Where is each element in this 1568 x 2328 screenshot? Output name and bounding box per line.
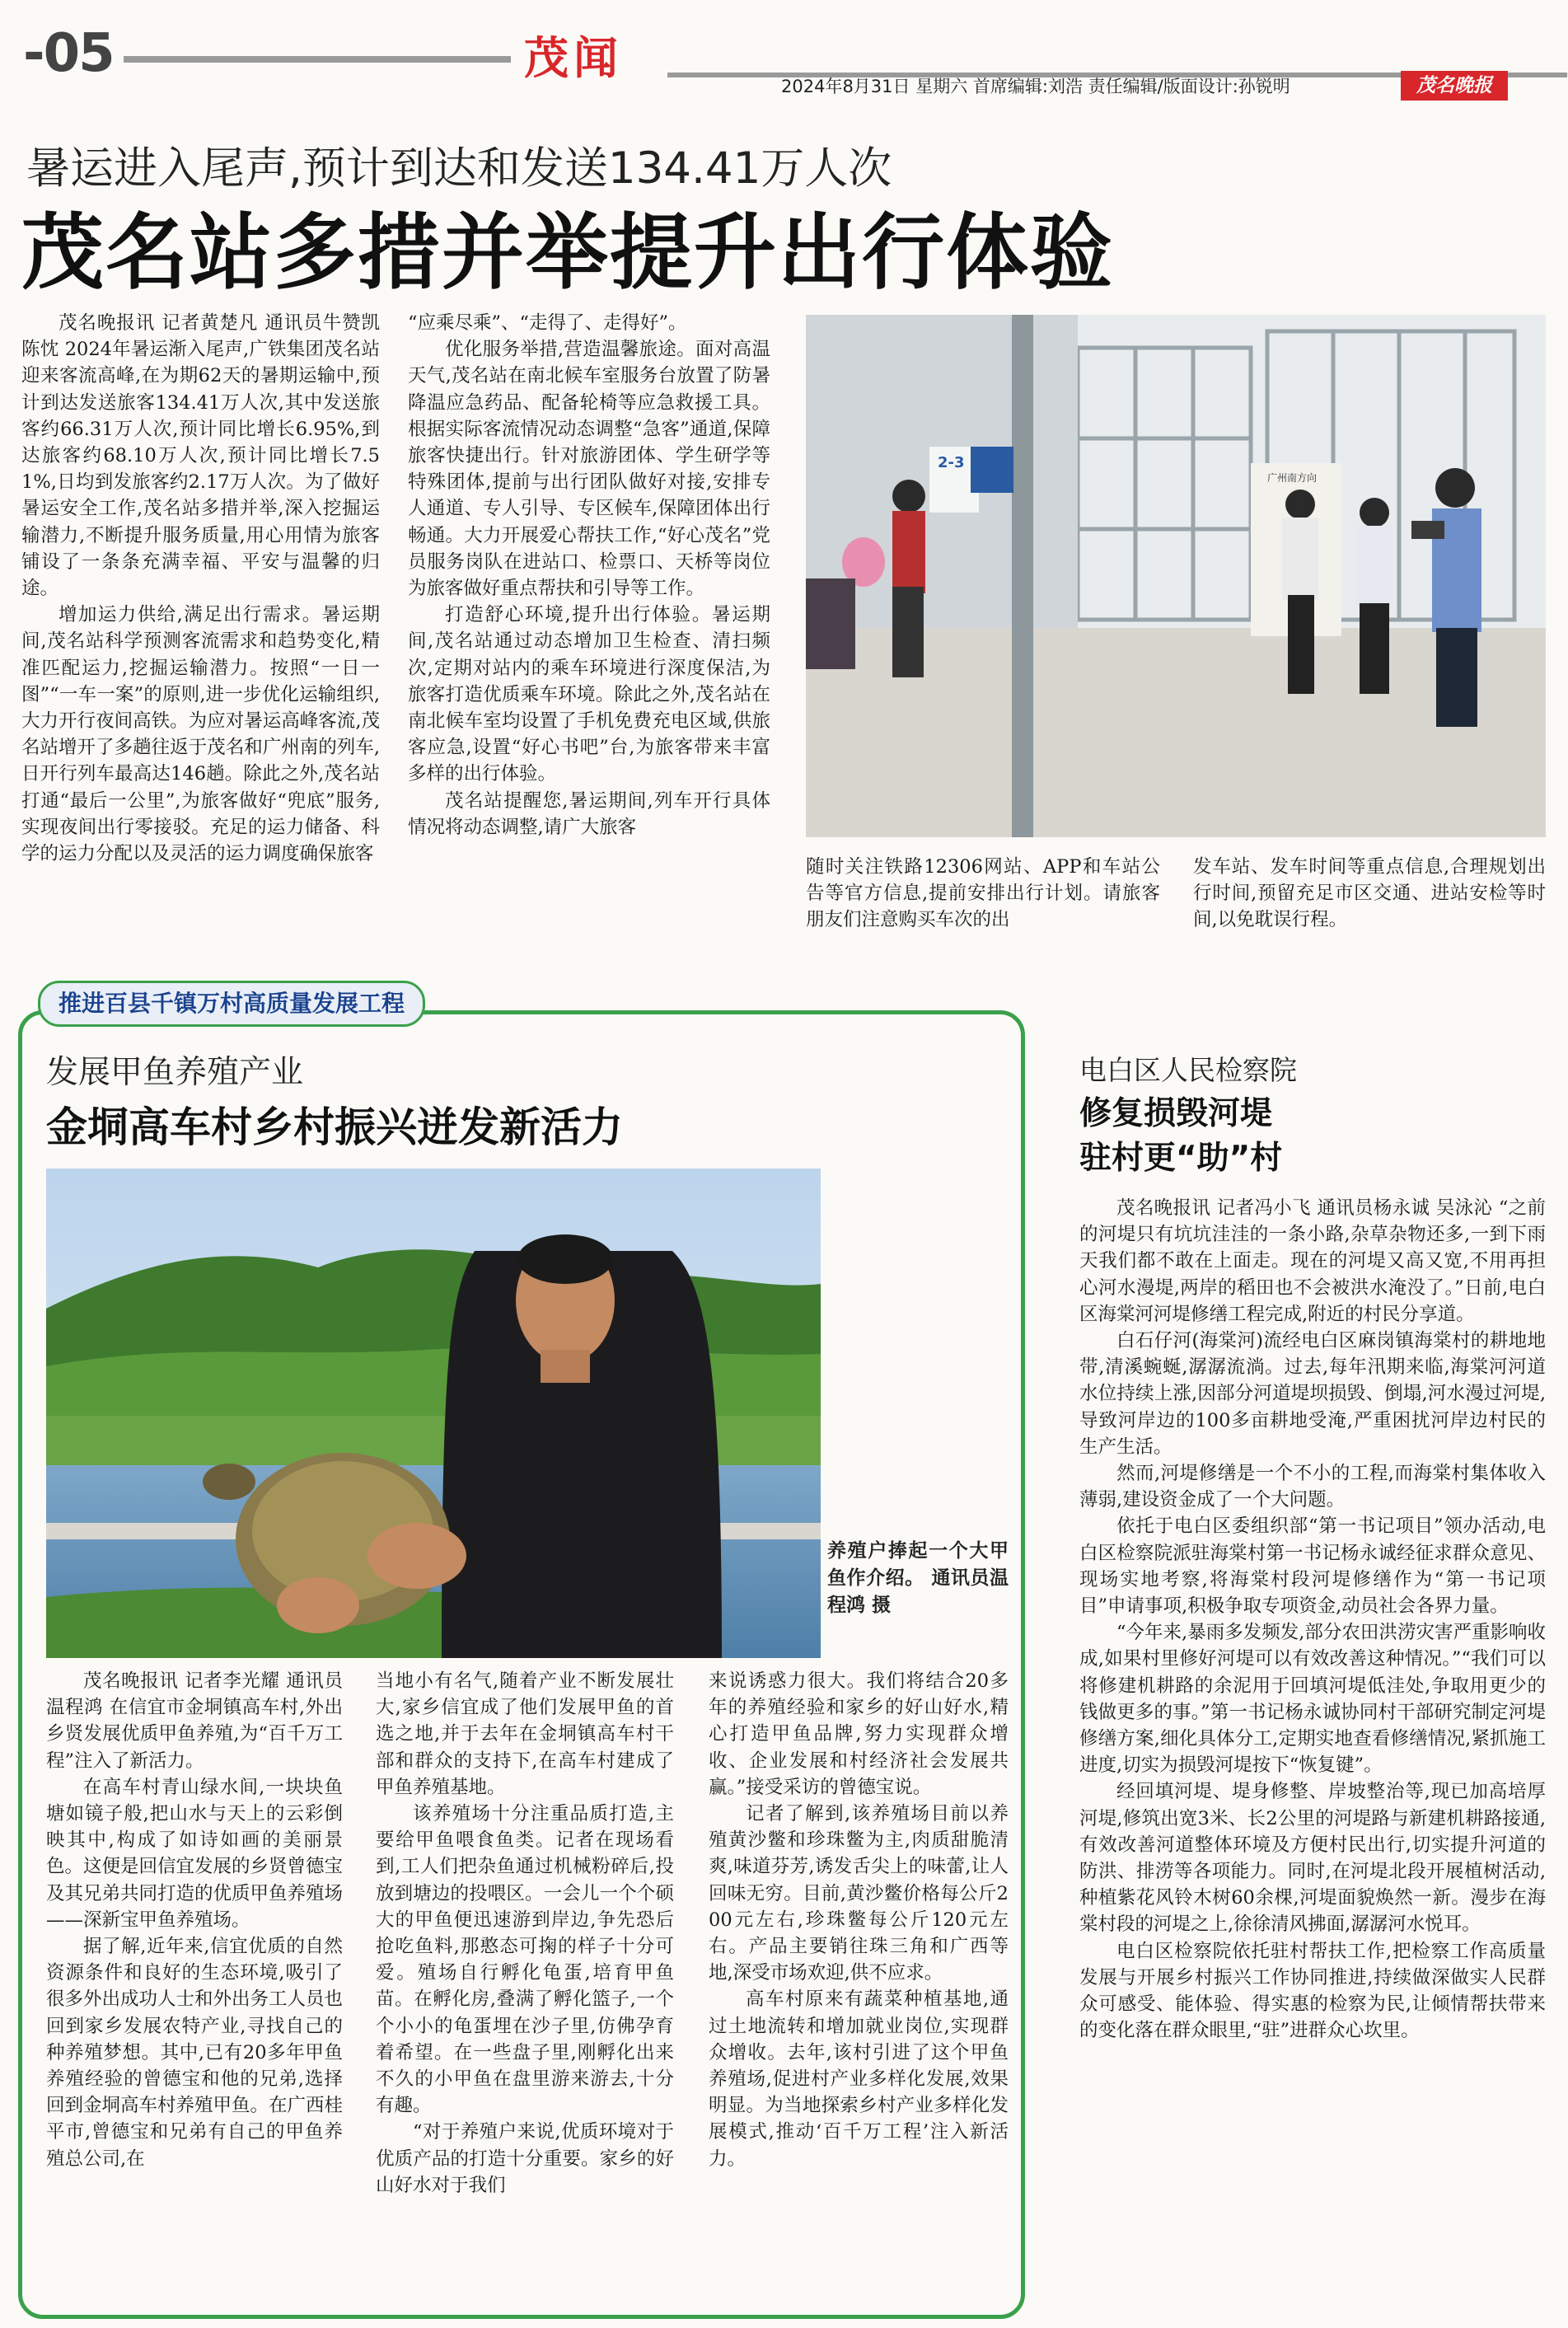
feature-col1-p3: 据了解,近年来,信宜优质的自然资源条件和良好的生态环境,吸引了很多外出成功人士和外出务工人员也回到家乡发展农特产业,寻找自己的种养殖梦想。其中,已有20多年甲鱼养殖经验的曾德宝和他的兄弟,选择回到金垌高车村养殖甲鱼。在广西桂平市,曾德宝和兄弟有自己的甲鱼养殖总公司,在 — [46, 1936, 343, 2170]
side-title-line2: 驻村更“助”村 — [1079, 1140, 1283, 1177]
platform-sign-direction: 广州南方向 — [1267, 472, 1318, 484]
feature-col2-p1: 当地小有名气,随着产业不断发展壮大,家乡信宜成了他们发展甲鱼的首选之地,并于去年在金垌镇高车村干部和群众的支持下,在高车村建成了甲鱼养殖基地。 — [376, 1670, 674, 1798]
feature-banner: 推进百县千镇万村高质量发展工程 — [38, 981, 425, 1027]
lead-col-1 — [21, 310, 380, 936]
feature-col2-p2: 该养殖场十分注重品质打造,主要给甲鱼喂食鱼类。记者在现场看到,工人们把杂鱼通过机械粉碎后,投放到塘边的投喂区。一会儿一个个硕大的甲鱼便迅速游到岸边,争先恐后抢吃鱼料,那憨态可掬的样子十分可爱。殖场自行孵化龟蛋,培育甲鱼苗。在孵化房,叠满了孵化篮子,一个个小小的龟蛋埋在沙子里,仿佛孕育着希望。在一些盘子里,刚孵化出来不久的小甲鱼在盘里游来游去,十分有趣。 — [376, 1803, 674, 2117]
platform-sign: 2-3 — [938, 454, 965, 471]
station-photo — [806, 315, 1546, 837]
lead-col2-p1: “应乘尽乘”、“走得了、走得好”。 — [408, 312, 687, 334]
feature-col3-p3: 高车村原来有蔬菜种植基地,通过土地流转和增加就业岗位,实现群众增收。去年,该村引进了这个甲鱼养殖场,促进村产业多样化发展,效果明显。为当地探索乡村产业多样化发展模式,推动‘百千万工程’注入新活力。 — [709, 1988, 1009, 2170]
side-title-line1: 修复损毁河堤 — [1079, 1095, 1273, 1132]
side-p4: 依托于电白区委组织部“第一书记项目”领办活动,电白区检察院派驻海棠村第一书记杨永诚经征求群众意见、现场实地考察,将海棠村段河堤修缮作为“第一书记项目”申请事项,积极争取专项资金,动员社会各界力量。 — [1079, 1515, 1546, 1618]
feature-col3-p1: 来说诱惑力很大。我们将结合20多年的养殖经验和家乡的好山好水,精心打造甲鱼品牌,努力实现群众增收、企业发展和村经济社会发展共赢。”接受采访的曾德宝说。 — [709, 1670, 1009, 1798]
lead-col1-p2: 增加运力供给,满足出行需求。暑运期间,茂名站科学预测客流需求和趋势变化,精准匹配运力,挖掘运输潜力。按照“一日一图”“一车一案”的原则,进一步优化运输组织,大力开行夜间高铁。为应对暑运高峰客流,茂名站增开了多趟往返于茂名和广州南的列车,日开行列车最高达146趟。除此之外,茂名站打通“最后一公里”,为旅客做好“兜底”服务,实现夜间出行零接驳。充足的运力储备、科学的运力分配以及灵活的运力调度确保旅客 — [21, 604, 380, 865]
feature-kicker: 发展甲鱼养殖产业 — [46, 1054, 304, 1091]
paper-logo: 茂名晚报 — [1401, 71, 1508, 101]
side-p2: 白石仔河(海棠河)流经电白区麻岗镇海棠村的耕地地带,清溪蜿蜒,潺潺流淌。过去,每年汛期来临,海棠河河道水位持续上涨,因部分河道堤坝损毁、倒塌,河水漫过河堤,导致河岸边的100多亩耕地受淹,严重困扰河岸边村民的生产生活。 — [1079, 1330, 1546, 1458]
date-line: 2024年8月31日 星期六 首席编辑:刘浩 责任编辑/版面设计:孙锐明 — [781, 77, 1290, 96]
lead-subtitle: 暑运进入尾声,预计到达和发送134.41万人次 — [26, 143, 892, 194]
turtle-photo — [46, 1169, 821, 1658]
side-p7: 电白区检察院依托驻村帮扶工作,把检察工作高质量发展与开展乡村振兴工作协同推进,持续做深做实人民群众可感受、能体验、得实惠的检察为民,让倾情帮扶带来的变化落在群众眼里,“驻”进群众心坎里。 — [1079, 1940, 1546, 2042]
section-title: 茂闻 — [524, 32, 623, 84]
feature-col2-p3: “对于养殖户来说,优质环境对于优质产品的打造十分重要。家乡的好山好水对于我们 — [376, 2121, 674, 2196]
feature-caption: 养殖户捧起一个大甲鱼作介绍。 通讯员温程鸿 摄 — [827, 1540, 1009, 1616]
feature-col-2 — [376, 1668, 674, 2311]
feature-col-1 — [46, 1668, 343, 2311]
lead-col4-text: 发车站、发车时间等重点信息,合理规划出行时间,预留充足市区交通、进站安检等时间,以免耽误行程。 — [1193, 856, 1546, 931]
side-p3: 然而,河堤修缮是一个不小的工程,而海棠村集体收入薄弱,建设资金成了一个大问题。 — [1079, 1463, 1546, 1511]
side-p5: “今年来,暴雨多发频发,部分农田洪涝灾害严重影响收成,如果村里修好河堤可以有效改善这种情况。”“我们可以将修建机耕路的余泥用于回填河堤低洼处,争取用更少的钱做更多的事。”第一书记杨永诚协同村干部研究制定河堤修缮方案,细化具体分工,定期实地查看修缮情况,紧抓施工进度,切实为损毁河堤按下“恢复键”。 — [1079, 1622, 1546, 1777]
feature-col3-p2: 记者了解到,该养殖场目前以养殖黄沙鳖和珍珠鳖为主,肉质甜脆清爽,味道芬芳,诱发舌尖上的味蕾,让人回味无穷。目前,黄沙鳖价格每公斤200元左右,珍珠鳖每公斤120元左右。产品主要销往珠三角和广西等地,深受市场欢迎,供不应求。 — [709, 1803, 1009, 1984]
side-p6: 经回填河堤、堤身修整、岸坡整治等,现已加高培厚河堤,修筑出宽3米、长2公里的河堤路与新建机耕路接通,有效改善河道整体环境及方便村民出行,切实提升河道的防洪、排涝等各项能力。同时,在河堤北段开展植树活动,种植紫花风铃木树60余棵,河堤面貌焕然一新。漫步在海棠村段的河堤之上,徐徐清风拂面,潺潺河水悦耳。 — [1079, 1781, 1546, 1936]
side-kicker: 电白区人民检察院 — [1079, 1054, 1297, 1086]
side-p1: 茂名晚报讯 记者冯小飞 通讯员杨永诚 吴泳沁 “之前的河堤只有坑坑洼洼的一条小路,杂草杂物还多,一到下雨天我们都不敢在上面走。现在的河堤又高又宽,不用再担心河水漫堤,两岸的稻田也不会被洪水淹没了。”日前,电白区海棠河河堤修缮工程完成,附近的村民分享道。 — [1079, 1197, 1546, 1325]
masthead-rule-left — [124, 56, 511, 63]
lead-col2-p4: 茂名站提醒您,暑运期间,列车开行具体情况将动态调整,请广大旅客 — [408, 789, 770, 838]
lead-col2-p2: 优化服务举措,营造温馨旅途。面对高温天气,茂名站在南北候车室服务台放置了防暑降温应急药品、配备轮椅等应急救援工具。根据实际客流情况动态调整“急客”通道,保障旅客快捷出行。针对旅游团体、学生研学等特殊团体,提前与出行团队做好对接,安排专人通道、专人引导、专区候车,保障团体出行畅通。大力开展爱心帮扶工作,“好心茂名”党员服务岗队在进站口、检票口、天桥等岗位为旅客做好重点帮扶和引导等工作。 — [408, 339, 770, 600]
feature-title: 金垌高车村乡村振兴迸发新活力 — [46, 1103, 623, 1151]
lead-col1-p1: 茂名晚报讯 记者黄楚凡 通讯员牛赞凯 陈忱 2024年暑运渐入尾声,广铁集团茂名站迎来客流高峰,在为期62天的暑期运输中,预计到达发送旅客134.41万人次,其中发送旅客约66.31万人次,预计同比增长6.95%,到达旅客约68.10万人次,预计同比增长7.51%,日均到发旅客约2.17万人次。为了做好暑运安全工作,茂名站多措并举,深入挖掘运输潜力,不断提升服务质量,用心用情为旅客铺设了一条条充满幸福、平安与温馨的归途。 — [21, 312, 380, 600]
side-body — [1079, 1195, 1546, 2320]
page-number: -05 — [23, 23, 114, 84]
lead-col-4 — [1193, 854, 1546, 936]
turtle-photo-art — [46, 1169, 821, 1658]
lead-col3-text: 随时关注铁路12306网站、APP和车站公告等官方信息,提前安排出行计划。请旅客朋友们注意购买车次的出 — [806, 856, 1160, 931]
feature-col1-p2: 在高车村青山绿水间,一块块鱼塘如镜子般,把山水与天上的云彩倒映其中,构成了如诗如画的美丽景色。这便是回信宜发展的乡贤曾德宝及其兄弟共同打造的优质甲鱼养殖场——深新宝甲鱼养殖场。 — [46, 1776, 343, 1931]
lead-col2-p3: 打造舒心环境,提升出行体验。暑运期间,茂名站通过动态增加卫生检查、清扫频次,定期对站内的乘车环境进行深度保洁,为旅客打造优质乘车环境。除此之外,茂名站在南北候车室均设置了手机免费充电区域,供旅客应急,设置“好心书吧”台,为旅客带来丰富多样的出行体验。 — [408, 604, 770, 785]
lead-title: 茂名站多措并举提升出行体验 — [21, 204, 1114, 301]
lead-col-3 — [806, 854, 1160, 936]
feature-col1-p1: 茂名晚报讯 记者李光耀 通讯员温程鸿 在信宜市金垌镇高车村,外出乡贤发展优质甲鱼养殖,为“百千万工程”注入了新活力。 — [46, 1670, 343, 1772]
feature-col-3 — [709, 1668, 1009, 2311]
lead-col-2 — [408, 310, 770, 936]
station-photo-art — [806, 315, 1546, 837]
